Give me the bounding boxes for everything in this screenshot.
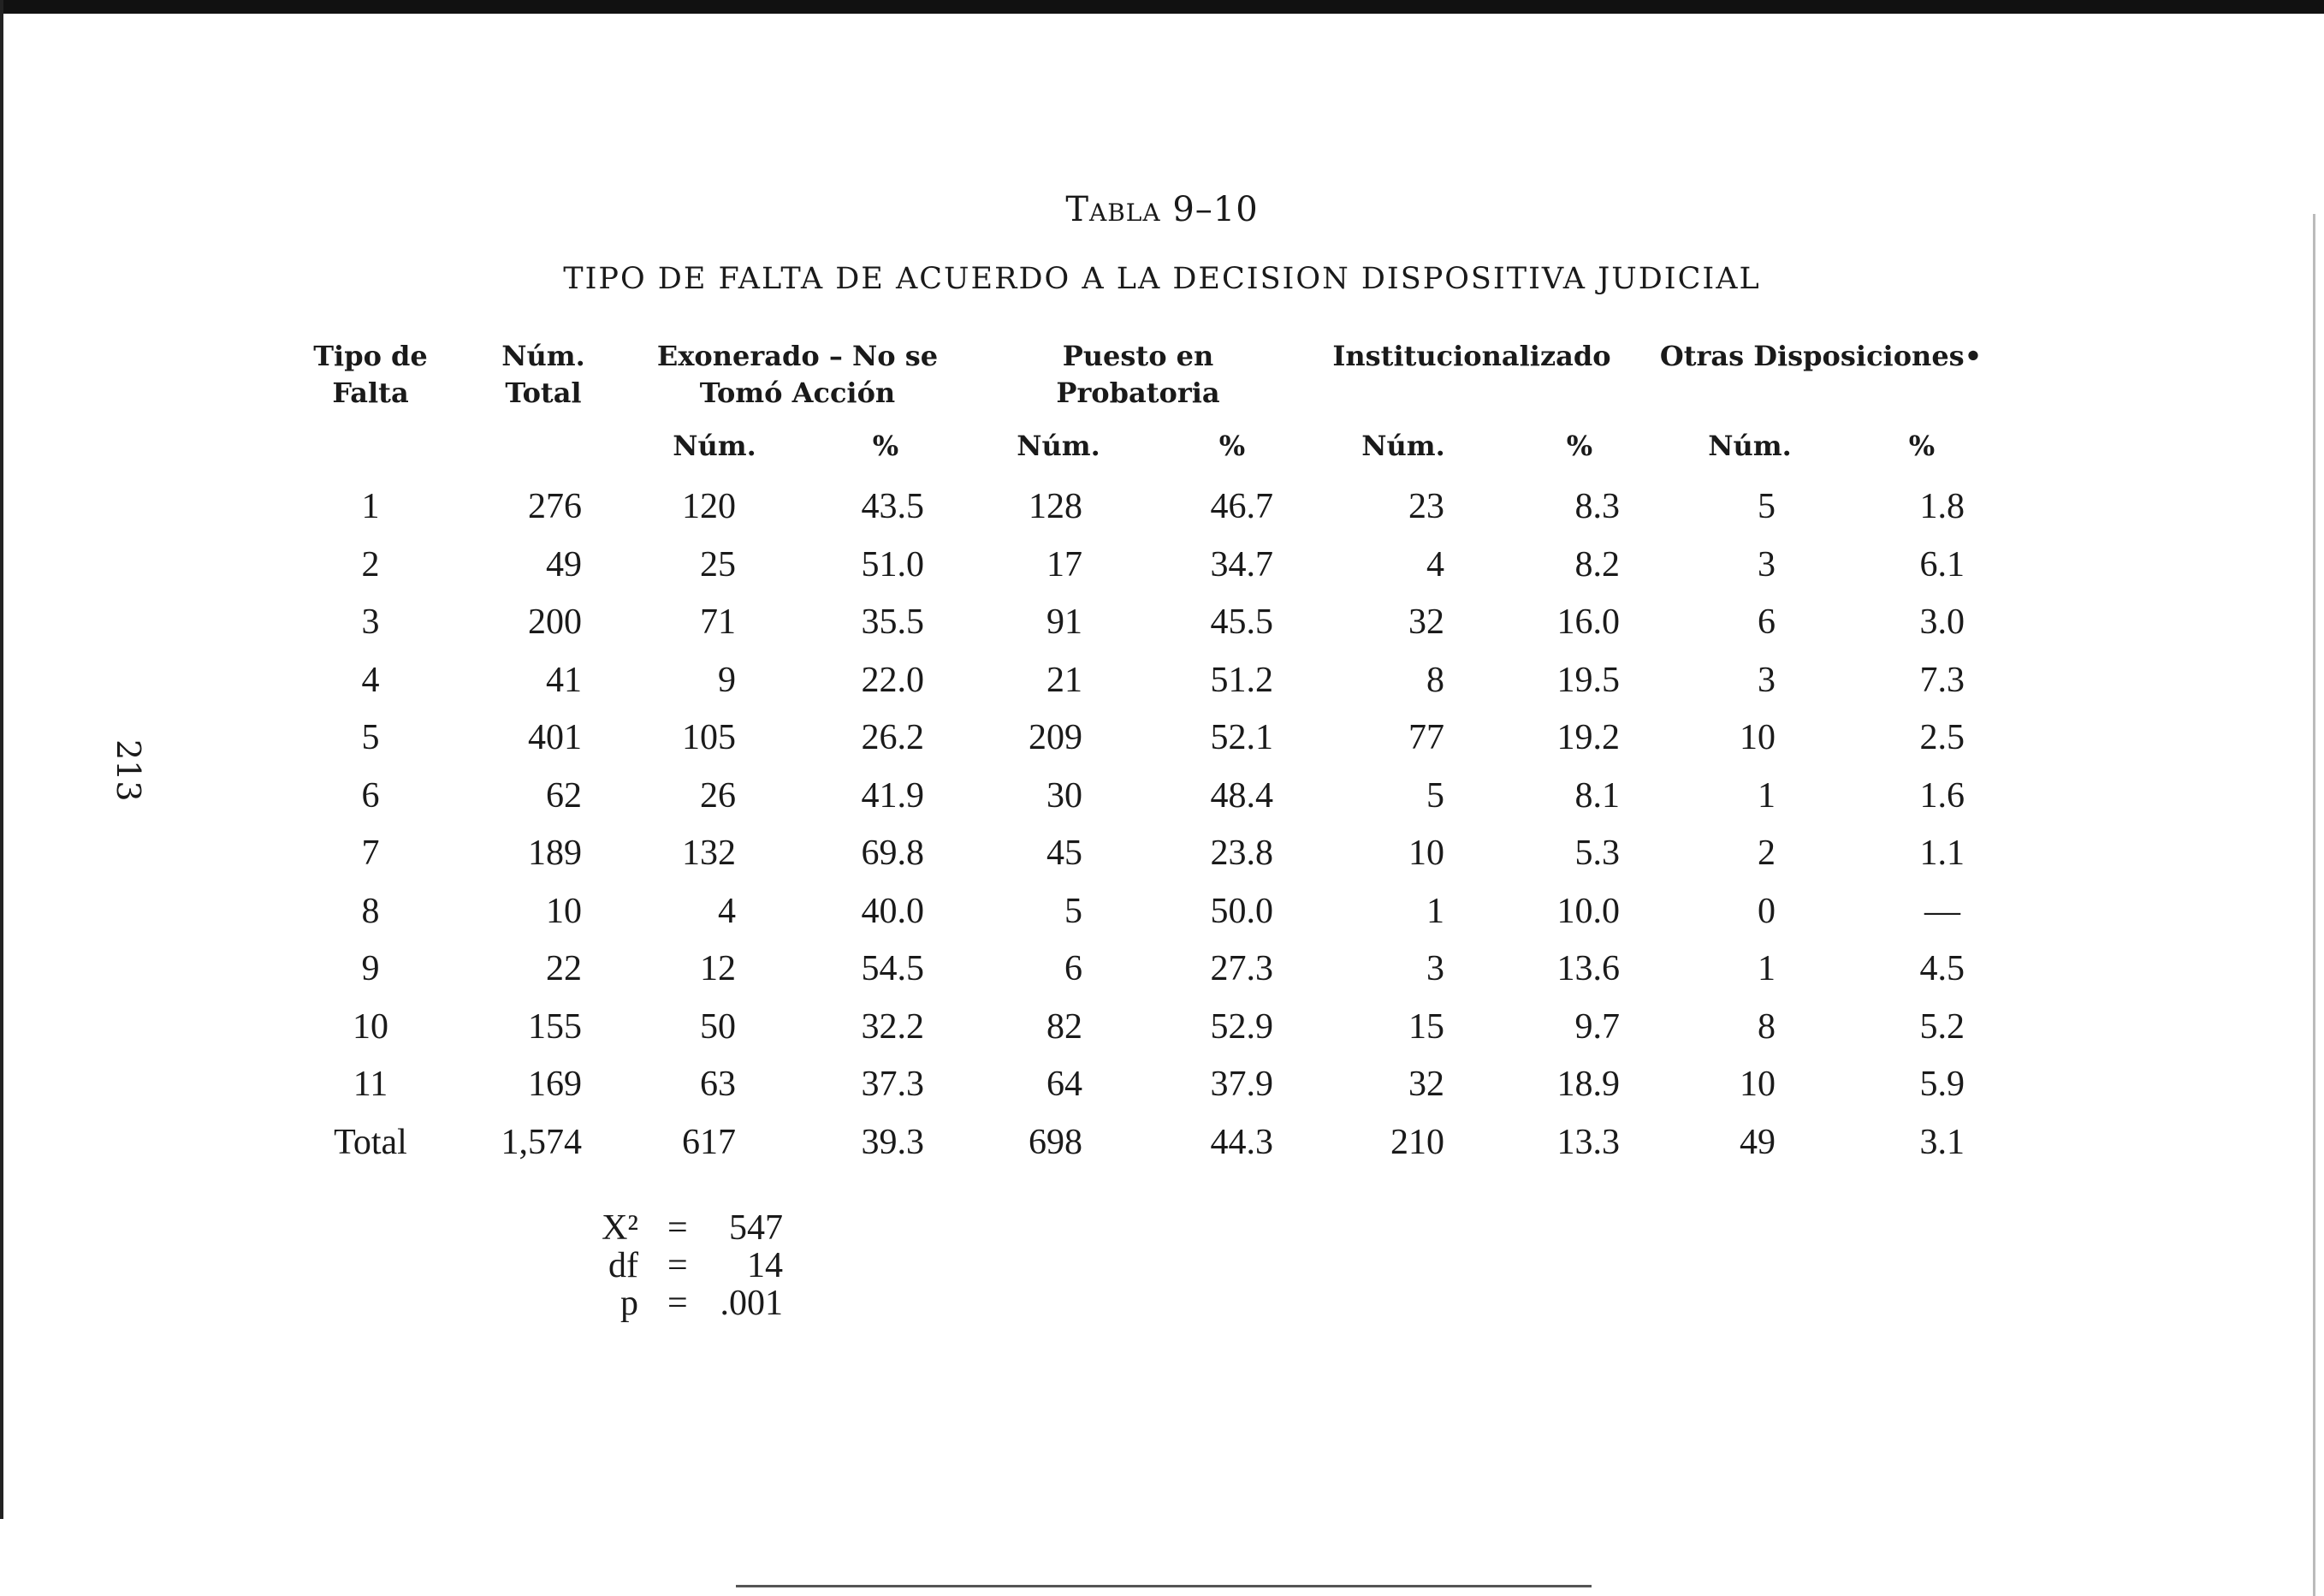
table-cell: 8 <box>1758 1006 1776 1047</box>
right-border <box>2313 214 2315 1596</box>
table-cell: 8.2 <box>1574 544 1620 584</box>
header-exonerado: Exonerado – No se Tomó Acción <box>656 340 939 409</box>
table-cell: 4.5 <box>1919 949 1965 988</box>
table-cell: 45.5 <box>1210 602 1273 642</box>
table-cell: 3 <box>1758 660 1776 700</box>
total-row-cell: 13.3 <box>1556 1122 1620 1162</box>
header-total: Núm. Total <box>501 340 585 409</box>
table-cell: 276 <box>528 487 582 526</box>
table-cell: 6.1 <box>1919 544 1965 584</box>
table-cell: 10 <box>1740 1065 1776 1104</box>
stat-value: 547 <box>729 1208 783 1248</box>
table-cell: 51.2 <box>1210 660 1273 700</box>
header-institucionalizado: Institucionalizado <box>1332 340 1611 372</box>
table-cell: 9 <box>718 660 736 700</box>
total-row-cell: 39.3 <box>861 1122 924 1162</box>
row-label: 10 <box>353 1006 388 1047</box>
total-row-cell: 1,574 <box>501 1122 582 1162</box>
table-cell: 32 <box>1408 1065 1444 1104</box>
table-cell: 5 <box>1758 487 1776 526</box>
table-cell: 132 <box>682 834 736 873</box>
table-cell: 5 <box>1064 891 1082 931</box>
table-cell: 8.3 <box>1574 487 1620 526</box>
table-cell: 12 <box>700 949 736 988</box>
table-cell: 3.0 <box>1919 602 1965 642</box>
row-label: 5 <box>361 718 380 757</box>
row-label: 3 <box>361 602 380 642</box>
table-cell: 48.4 <box>1210 775 1273 816</box>
table-cell: 34.7 <box>1210 544 1273 584</box>
row-label: 8 <box>361 891 380 931</box>
subheader-num: Núm. <box>1361 430 1445 462</box>
stat-label: X² <box>602 1208 638 1248</box>
stat-label: p <box>620 1284 638 1323</box>
table-cell: 2 <box>1758 834 1776 873</box>
table-cell: 1.1 <box>1919 834 1965 873</box>
table-cell: 105 <box>682 718 736 757</box>
table-cell: 25 <box>700 544 736 584</box>
table-cell: 5.3 <box>1574 834 1620 873</box>
table-cell: 189 <box>528 834 582 873</box>
table-cell: 5.2 <box>1919 1006 1965 1047</box>
table-cell: 77 <box>1408 718 1444 757</box>
top-border <box>0 0 2324 14</box>
table-cell: 169 <box>528 1065 582 1104</box>
table-cell: 91 <box>1046 602 1082 642</box>
table-cell: 37.3 <box>861 1065 924 1104</box>
table-cell: 9.7 <box>1574 1006 1620 1047</box>
subheader-percent: % <box>1218 430 1246 462</box>
row-label: 9 <box>361 949 380 988</box>
table-cell: 23 <box>1408 487 1444 526</box>
table-cell: 26 <box>700 775 736 816</box>
total-row-cell: 3.1 <box>1919 1122 1965 1162</box>
stat-value: .001 <box>720 1284 783 1323</box>
table-cell: 23.8 <box>1210 834 1273 873</box>
table-cell: 43.5 <box>861 487 924 526</box>
row-label: 7 <box>361 834 380 873</box>
table-cell: 1 <box>1426 891 1444 931</box>
table-cell: 30 <box>1046 775 1082 816</box>
table-cell: 82 <box>1046 1006 1082 1047</box>
table-cell: — <box>1924 891 1960 931</box>
table-cell: 0 <box>1758 891 1776 931</box>
table-cell: 5 <box>1426 775 1444 816</box>
table-cell: 27.3 <box>1210 949 1273 988</box>
table-cell: 17 <box>1046 544 1082 584</box>
header-otras: Otras Disposiciones• <box>1659 340 1983 372</box>
table-cell: 401 <box>528 718 582 757</box>
total-row-label: Total <box>334 1122 407 1162</box>
stat-equals: = <box>667 1208 688 1248</box>
stat-equals: = <box>667 1284 688 1323</box>
subheader-num: Núm. <box>1708 430 1792 462</box>
row-label: 11 <box>353 1065 388 1104</box>
total-row-cell: 49 <box>1740 1122 1776 1162</box>
total-row-cell: 617 <box>682 1122 736 1162</box>
subheader-num: Núm. <box>1017 430 1100 462</box>
subheader-percent: % <box>872 430 899 462</box>
table-cell: 51.0 <box>861 544 924 584</box>
table-cell: 15 <box>1408 1006 1444 1047</box>
table-cell: 8 <box>1426 660 1444 700</box>
table-cell: 26.2 <box>861 718 924 757</box>
table-cell: 120 <box>682 487 736 526</box>
table-cell: 41.9 <box>861 775 924 816</box>
table-cell: 200 <box>528 602 582 642</box>
table-cell: 64 <box>1046 1065 1082 1104</box>
table-cell: 3 <box>1426 949 1444 988</box>
table-cell: 71 <box>700 602 736 642</box>
table-cell: 19.2 <box>1556 718 1620 757</box>
table-cell: 35.5 <box>861 602 924 642</box>
table-cell: 10 <box>1740 718 1776 757</box>
header-probatoria: Puesto en Probatoria <box>1056 340 1220 409</box>
table-cell: 63 <box>700 1065 736 1104</box>
table-cell: 10 <box>1408 834 1444 873</box>
header-tipo: Tipo de Falta <box>313 340 428 409</box>
table-cell: 10.0 <box>1556 891 1620 931</box>
table-cell: 32.2 <box>861 1006 924 1047</box>
table-cell: 128 <box>1029 487 1082 526</box>
table-cell: 13.6 <box>1556 949 1620 988</box>
table-cell: 22 <box>546 949 582 988</box>
table-cell: 52.1 <box>1210 718 1273 757</box>
table-cell: 22.0 <box>861 660 924 700</box>
row-label: 2 <box>361 544 380 584</box>
table-cell: 5.9 <box>1919 1065 1965 1104</box>
table-cell: 155 <box>528 1006 582 1047</box>
table-cell: 18.9 <box>1556 1065 1620 1104</box>
subheader-num: Núm. <box>673 430 756 462</box>
table-cell: 46.7 <box>1210 487 1273 526</box>
table-cell: 54.5 <box>861 949 924 988</box>
table-cell: 1.6 <box>1919 775 1965 816</box>
table-cell: 4 <box>1426 544 1444 584</box>
table-cell: 209 <box>1029 718 1082 757</box>
table-cell: 3 <box>1758 544 1776 584</box>
table-cell: 1.8 <box>1919 487 1965 526</box>
table-cell: 4 <box>718 891 736 931</box>
subheader-percent: % <box>1908 430 1936 462</box>
table-cell: 50 <box>700 1006 736 1047</box>
table-cell: 6 <box>1064 949 1082 988</box>
row-label: 6 <box>361 775 380 816</box>
table-cell: 8.1 <box>1574 775 1620 816</box>
stat-equals: = <box>667 1246 688 1285</box>
subheader-percent: % <box>1566 430 1593 462</box>
table-cell: 21 <box>1046 660 1082 700</box>
total-row-cell: 44.3 <box>1210 1122 1273 1162</box>
table-cell: 16.0 <box>1556 602 1620 642</box>
bottom-border <box>736 1585 1592 1587</box>
table-cell: 40.0 <box>861 891 924 931</box>
stat-value: 14 <box>747 1246 783 1285</box>
row-label: 4 <box>361 660 380 700</box>
table-cell: 50.0 <box>1210 891 1273 931</box>
table-cell: 52.9 <box>1210 1006 1273 1047</box>
table-cell: 69.8 <box>861 834 924 873</box>
stat-label: df <box>608 1246 638 1285</box>
table-subtitle: TIPO DE FALTA DE ACUERDO A LA DECISION DISPOSITIVA JUDICIAL <box>563 262 1761 296</box>
table-cell: 7.3 <box>1919 660 1965 700</box>
table-cell: 1 <box>1758 775 1776 816</box>
table-cell: 6 <box>1758 602 1776 642</box>
table-cell: 49 <box>546 544 582 584</box>
page-number: 213 <box>110 739 147 802</box>
table-cell: 19.5 <box>1556 660 1620 700</box>
table-title: Tabla 9–10 <box>1065 190 1259 229</box>
row-label: 1 <box>361 487 380 526</box>
table-cell: 1 <box>1758 949 1776 988</box>
table-cell: 62 <box>546 775 582 816</box>
table-cell: 41 <box>546 660 582 700</box>
table-cell: 32 <box>1408 602 1444 642</box>
table-cell: 45 <box>1046 834 1082 873</box>
table-cell: 10 <box>546 891 582 931</box>
table-cell: 2.5 <box>1919 718 1965 757</box>
total-row-cell: 698 <box>1029 1122 1082 1162</box>
total-row-cell: 210 <box>1390 1122 1444 1162</box>
table-cell: 37.9 <box>1210 1065 1273 1104</box>
